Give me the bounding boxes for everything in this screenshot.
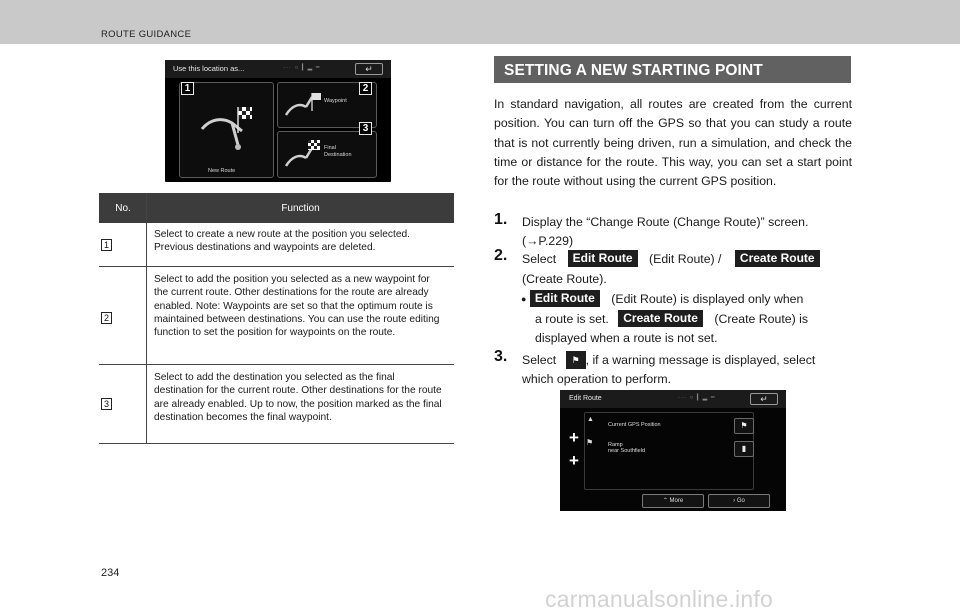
screen-title: Use this location as... [173, 64, 245, 73]
step-2-number: 2. [494, 247, 508, 264]
edit-route-button-note[interactable]: Edit Route [530, 290, 600, 307]
final-destination-panel [277, 131, 377, 178]
intro-paragraph: In standard navigation, all routes are created from the current position. You can turn off the GPS so that you can study a route that is not currently being driven, run a simulation, and check the time or distance for the route. This way, you can set a start point for the route without using the current GPS position. [494, 97, 852, 189]
callout-badge-1: 1 [181, 82, 194, 95]
step-2-end: (Create Route). [522, 272, 607, 286]
final-destination-label-line2: Destination [324, 152, 352, 158]
row-description: Select to add the position you selected as a new waypoint for the current route. Other destinations for the route are already enabled. Note: Waypoints are set so that the optimum route is maintained between destinations. You can use the route editing function to set the position for waypoints on the route. [154, 274, 440, 339]
more-label: More [669, 498, 684, 504]
new-route-panel [179, 82, 274, 178]
step-1-text: Display the “Change Route (Change Route)” screen. [522, 215, 809, 229]
step-3-text-a: , if a warning message is displayed, select [585, 353, 816, 367]
bullet-text-a: (Edit Route) is displayed only when [611, 292, 804, 306]
step-1-number: 1. [494, 211, 508, 228]
go-chevron-icon: › [733, 498, 736, 504]
step-3-line [522, 351, 854, 370]
back-arrow-icon: ↵ [750, 393, 778, 405]
ramp-item-line1: Ramp [608, 442, 623, 448]
edit-route-button[interactable]: Edit Route [568, 250, 638, 267]
watermark: carmanualsonline.info [545, 586, 773, 611]
header-no: No. [115, 203, 131, 214]
table-header [99, 193, 454, 223]
new-route-map-icon [180, 83, 273, 177]
page-number: 234 [101, 567, 120, 579]
status-icons: ··· ○ ▎▂ ━ [283, 65, 321, 71]
row-number-badge: 3 [101, 398, 112, 410]
step-2-line [522, 250, 854, 269]
flag-icon: ⚑ [586, 438, 594, 447]
current-position-icon: ▲ [587, 416, 594, 423]
more-chevron-icon: ⌃ [662, 498, 668, 504]
table-row [99, 365, 454, 444]
bullet-text-d: displayed when a route is not set. [535, 331, 718, 345]
step-2-select: Select [522, 252, 557, 266]
edit-route-title: Edit Route [569, 395, 602, 402]
delete-side-button: ▮ [734, 441, 754, 457]
callout-badge-3: 3 [359, 122, 372, 135]
flag-side-button: ⚑ [734, 418, 754, 434]
step-3-select: Select [522, 353, 557, 367]
edit-route-screenshot [560, 390, 786, 511]
go-button [708, 494, 770, 508]
column-divider [146, 193, 147, 444]
section-heading-bar [494, 56, 851, 83]
waypoint-label: Waypoint [324, 98, 347, 104]
current-gps-position-item: Current GPS Position [608, 422, 661, 428]
bullet-text-b: a route is set. [535, 312, 609, 326]
step-3-text-b: which operation to perform. [522, 372, 672, 386]
step-1-reference: (→P.229) [522, 234, 574, 248]
create-route-button-note[interactable]: Create Route [618, 310, 703, 327]
callout-badge-2: 2 [359, 82, 372, 95]
header-function: Function [281, 203, 320, 214]
ramp-item-line2: near Southfield [608, 448, 645, 454]
add-waypoint-plus-icon: + [569, 428, 579, 447]
row-description: Select to create a new route at the position you selected. Previous destinations and waypoints are deleted. [154, 229, 410, 254]
final-destination-label-line1: Final [324, 145, 336, 151]
step-2-mid: (Edit Route) / [649, 252, 722, 266]
create-route-button[interactable]: Create Route [735, 250, 820, 267]
section-title: SETTING A NEW STARTING POINT [504, 62, 763, 79]
row-description: Select to add the destination you selected as the final destination for the current route. Other destinations for the route are already enabled. Up to now, the position marked as the final destination becomes the final waypoint. [154, 372, 442, 423]
row-number-badge: 2 [101, 312, 112, 324]
status-icons: ··· ○ ▎▂ ━ [678, 395, 716, 401]
running-header: ROUTE GUIDANCE [101, 29, 192, 40]
add-waypoint-plus-icon: + [569, 451, 579, 470]
go-label: Go [736, 498, 745, 504]
bullet-icon: ● [521, 294, 527, 304]
table-row [99, 267, 454, 365]
table-row [99, 223, 454, 267]
step-3-number: 3. [494, 348, 508, 365]
more-button [642, 494, 704, 508]
back-arrow-icon: ↵ [355, 63, 383, 75]
bullet-text-c: (Create Route) is [714, 312, 808, 326]
bullet-line-2 [535, 310, 853, 329]
location-options-screenshot [165, 60, 391, 182]
bullet-line-1 [521, 290, 853, 310]
row-number-badge: 1 [101, 239, 112, 251]
flag-button-icon[interactable]: ⚑ [566, 351, 586, 369]
new-route-label: New Route [208, 168, 236, 174]
